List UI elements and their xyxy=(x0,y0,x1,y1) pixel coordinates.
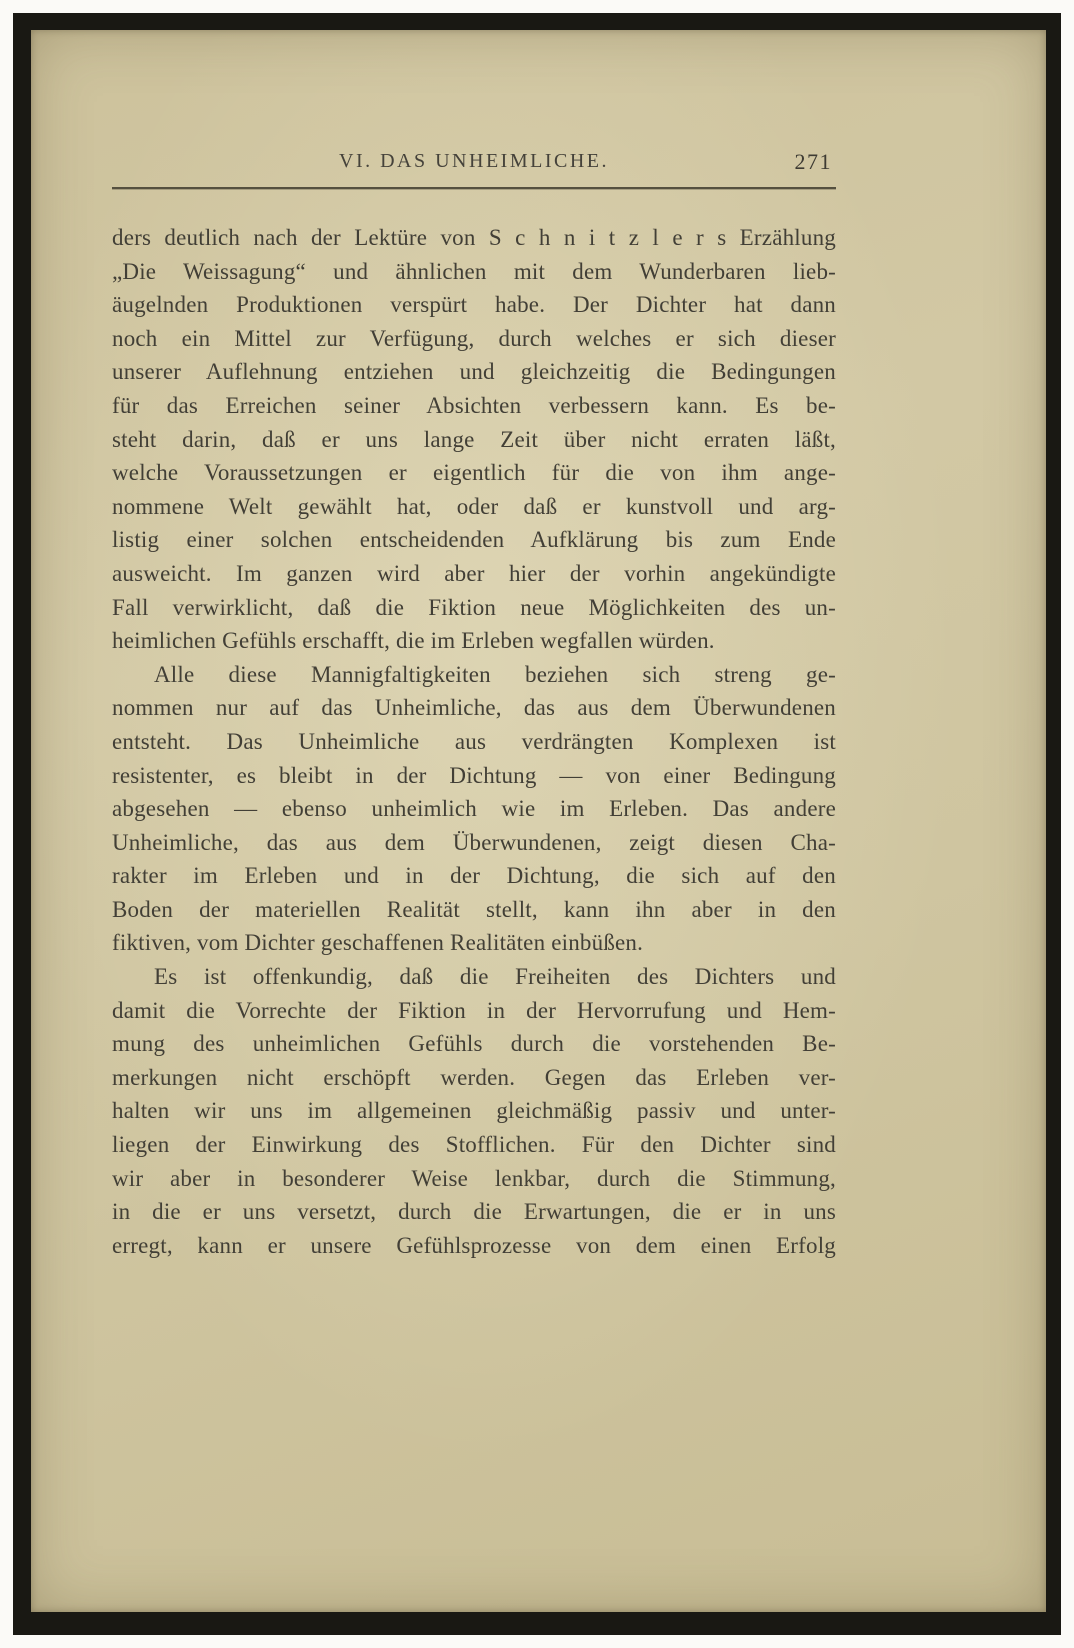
text-line: nommene Welt gewählt hat, oder daß er kunstvoll und arg- xyxy=(112,493,836,519)
text-line: mung des unheimlichen Gefühls durch die vorstehenden Be- xyxy=(112,1031,836,1057)
text-line: Unheimliche, das aus dem Überwundenen, zeigt diesen Cha- xyxy=(112,829,836,855)
text-line: wir aber in besonderer Weise lenkbar, durch die Stimmung, xyxy=(112,1165,836,1191)
text-line: ausweicht. Im ganzen wird aber hier der vorhin angekündigte xyxy=(112,560,836,586)
text-line: welche Voraussetzungen er eigentlich für die von ihm ange- xyxy=(112,460,836,486)
text-line: rakter im Erleben und in der Dichtung, die sich auf den xyxy=(112,863,836,889)
text-line: in die er uns versetzt, durch die Erwartungen, die er in uns xyxy=(112,1199,836,1225)
header-rule xyxy=(112,187,836,189)
text-line: fiktiven, vom Dichter geschaffenen Realitäten einbüßen. xyxy=(112,930,644,956)
text-line: heimlichen Gefühls erschafft, die im Erleben wegfallen würden. xyxy=(112,628,715,654)
paragraph xyxy=(112,658,836,960)
chapter-title: VI. DAS UNHEIMLICHE. xyxy=(339,150,609,172)
text-line: für das Erreichen seiner Absichten verbessern kann. Es be- xyxy=(112,392,836,418)
text-line: entsteht. Das Unheimliche aus verdrängten Komplexen ist xyxy=(112,728,836,754)
paragraph xyxy=(112,960,836,1262)
text-line: „Die Weissagung“ und ähnlichen mit dem Wunderbaren lieb- xyxy=(112,258,836,284)
text-line: unserer Auflehnung entziehen und gleichzeitig die Bedingungen xyxy=(112,359,836,385)
running-header xyxy=(112,150,836,176)
page-number: 271 xyxy=(794,149,832,174)
text-line: resistenter, es bleibt in der Dichtung — von einer Bedingung xyxy=(112,762,836,788)
text-line: Fall verwirklicht, daß die Fiktion neue Möglichkeiten des un- xyxy=(112,594,836,620)
text-line: halten wir uns im allgemeinen gleichmäßig passiv und unter- xyxy=(112,1098,836,1124)
book-page xyxy=(31,30,1046,1612)
text-line: listig einer solchen entscheidenden Aufklärung bis zum Ende xyxy=(112,527,836,553)
text-line: Alle diese Mannigfaltigkeiten beziehen sich streng ge- xyxy=(154,661,836,687)
text-line: Es ist offenkundig, daß die Freiheiten des Dichters und xyxy=(154,964,836,990)
text-line: damit die Vorrechte der Fiktion in der Hervorrufung und Hem- xyxy=(112,997,836,1023)
text-line: noch ein Mittel zur Verfügung, durch welches er sich dieser xyxy=(112,325,836,351)
text-line: steht darin, daß er uns lange Zeit über nicht erraten läßt, xyxy=(112,426,836,452)
text-line: nommen nur auf das Unheimliche, das aus dem Überwundenen xyxy=(112,695,836,721)
scan-frame xyxy=(13,13,1061,1635)
text-line: äugelnden Produktionen verspürt habe. Der Dichter hat dann xyxy=(112,292,836,318)
text-line: ders deutlich nach der Lektüre von S c h n i t z l e r s Erzählung xyxy=(112,225,836,250)
text-line: abgesehen — ebenso unheimlich wie im Erleben. Das andere xyxy=(112,796,836,822)
page-body xyxy=(112,221,836,1262)
text-line: liegen der Einwirkung des Stofflichen. Für den Dichter sind xyxy=(112,1132,836,1158)
text-line: merkungen nicht erschöpft werden. Gegen das Erleben ver- xyxy=(112,1064,836,1090)
text-line: erregt, kann er unsere Gefühlsprozesse von dem einen Erfolg xyxy=(112,1232,836,1258)
text-column xyxy=(112,30,836,1262)
paragraph xyxy=(112,221,836,658)
text-line: Boden der materiellen Realität stellt, kann ihn aber in den xyxy=(112,896,836,922)
